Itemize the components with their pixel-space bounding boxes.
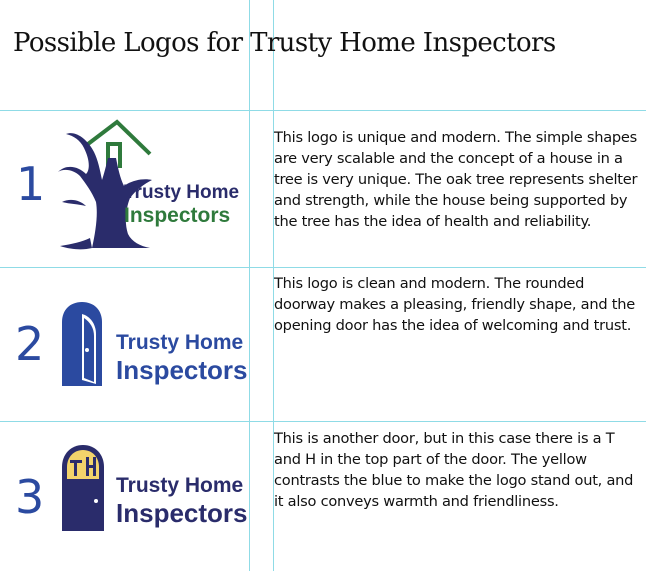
open-door-icon	[60, 300, 110, 390]
option-description: This logo is unique and modern. The simple shapes are very scalable and the concept of a house in a tree is very unique. The oak tree represents shelter and strength, while the house being supported by the tree has the idea of health and reliability.	[274, 129, 638, 230]
logo-name-line1: Trusty Home	[116, 331, 244, 354]
guide-line-horizontal	[0, 267, 646, 268]
logo-name-line2: Inspectors	[116, 355, 248, 385]
option-number: 1	[16, 157, 46, 211]
guide-line-horizontal	[0, 110, 646, 111]
logo-name-line1: Trusty Home	[124, 182, 240, 203]
logo-name-line2: Inspectors	[124, 204, 231, 227]
option-number: 3	[15, 470, 45, 524]
logo-name-line2: Inspectors	[116, 498, 248, 528]
option-description: This is another door, but in this case there is a T and H in the top part of the door. The yellow contrasts the blue to make the logo stand out, and it also conveys warmth and friendliness.	[274, 430, 634, 510]
option-number: 2	[15, 317, 45, 371]
page-title: Possible Logos for Trusty Home Inspectors	[13, 28, 556, 58]
logo-th-door	[60, 443, 255, 533]
option-description: This logo is clean and modern. The rounded doorway makes a pleasing, friendly shape, and the opening door has the idea of welcoming and trust.	[274, 275, 635, 334]
logo-tree-house	[52, 118, 252, 253]
logo-open-door	[60, 300, 255, 392]
th-door-icon	[60, 443, 110, 533]
logo-name-line1: Trusty Home	[116, 474, 244, 497]
guide-line-horizontal	[0, 421, 646, 422]
